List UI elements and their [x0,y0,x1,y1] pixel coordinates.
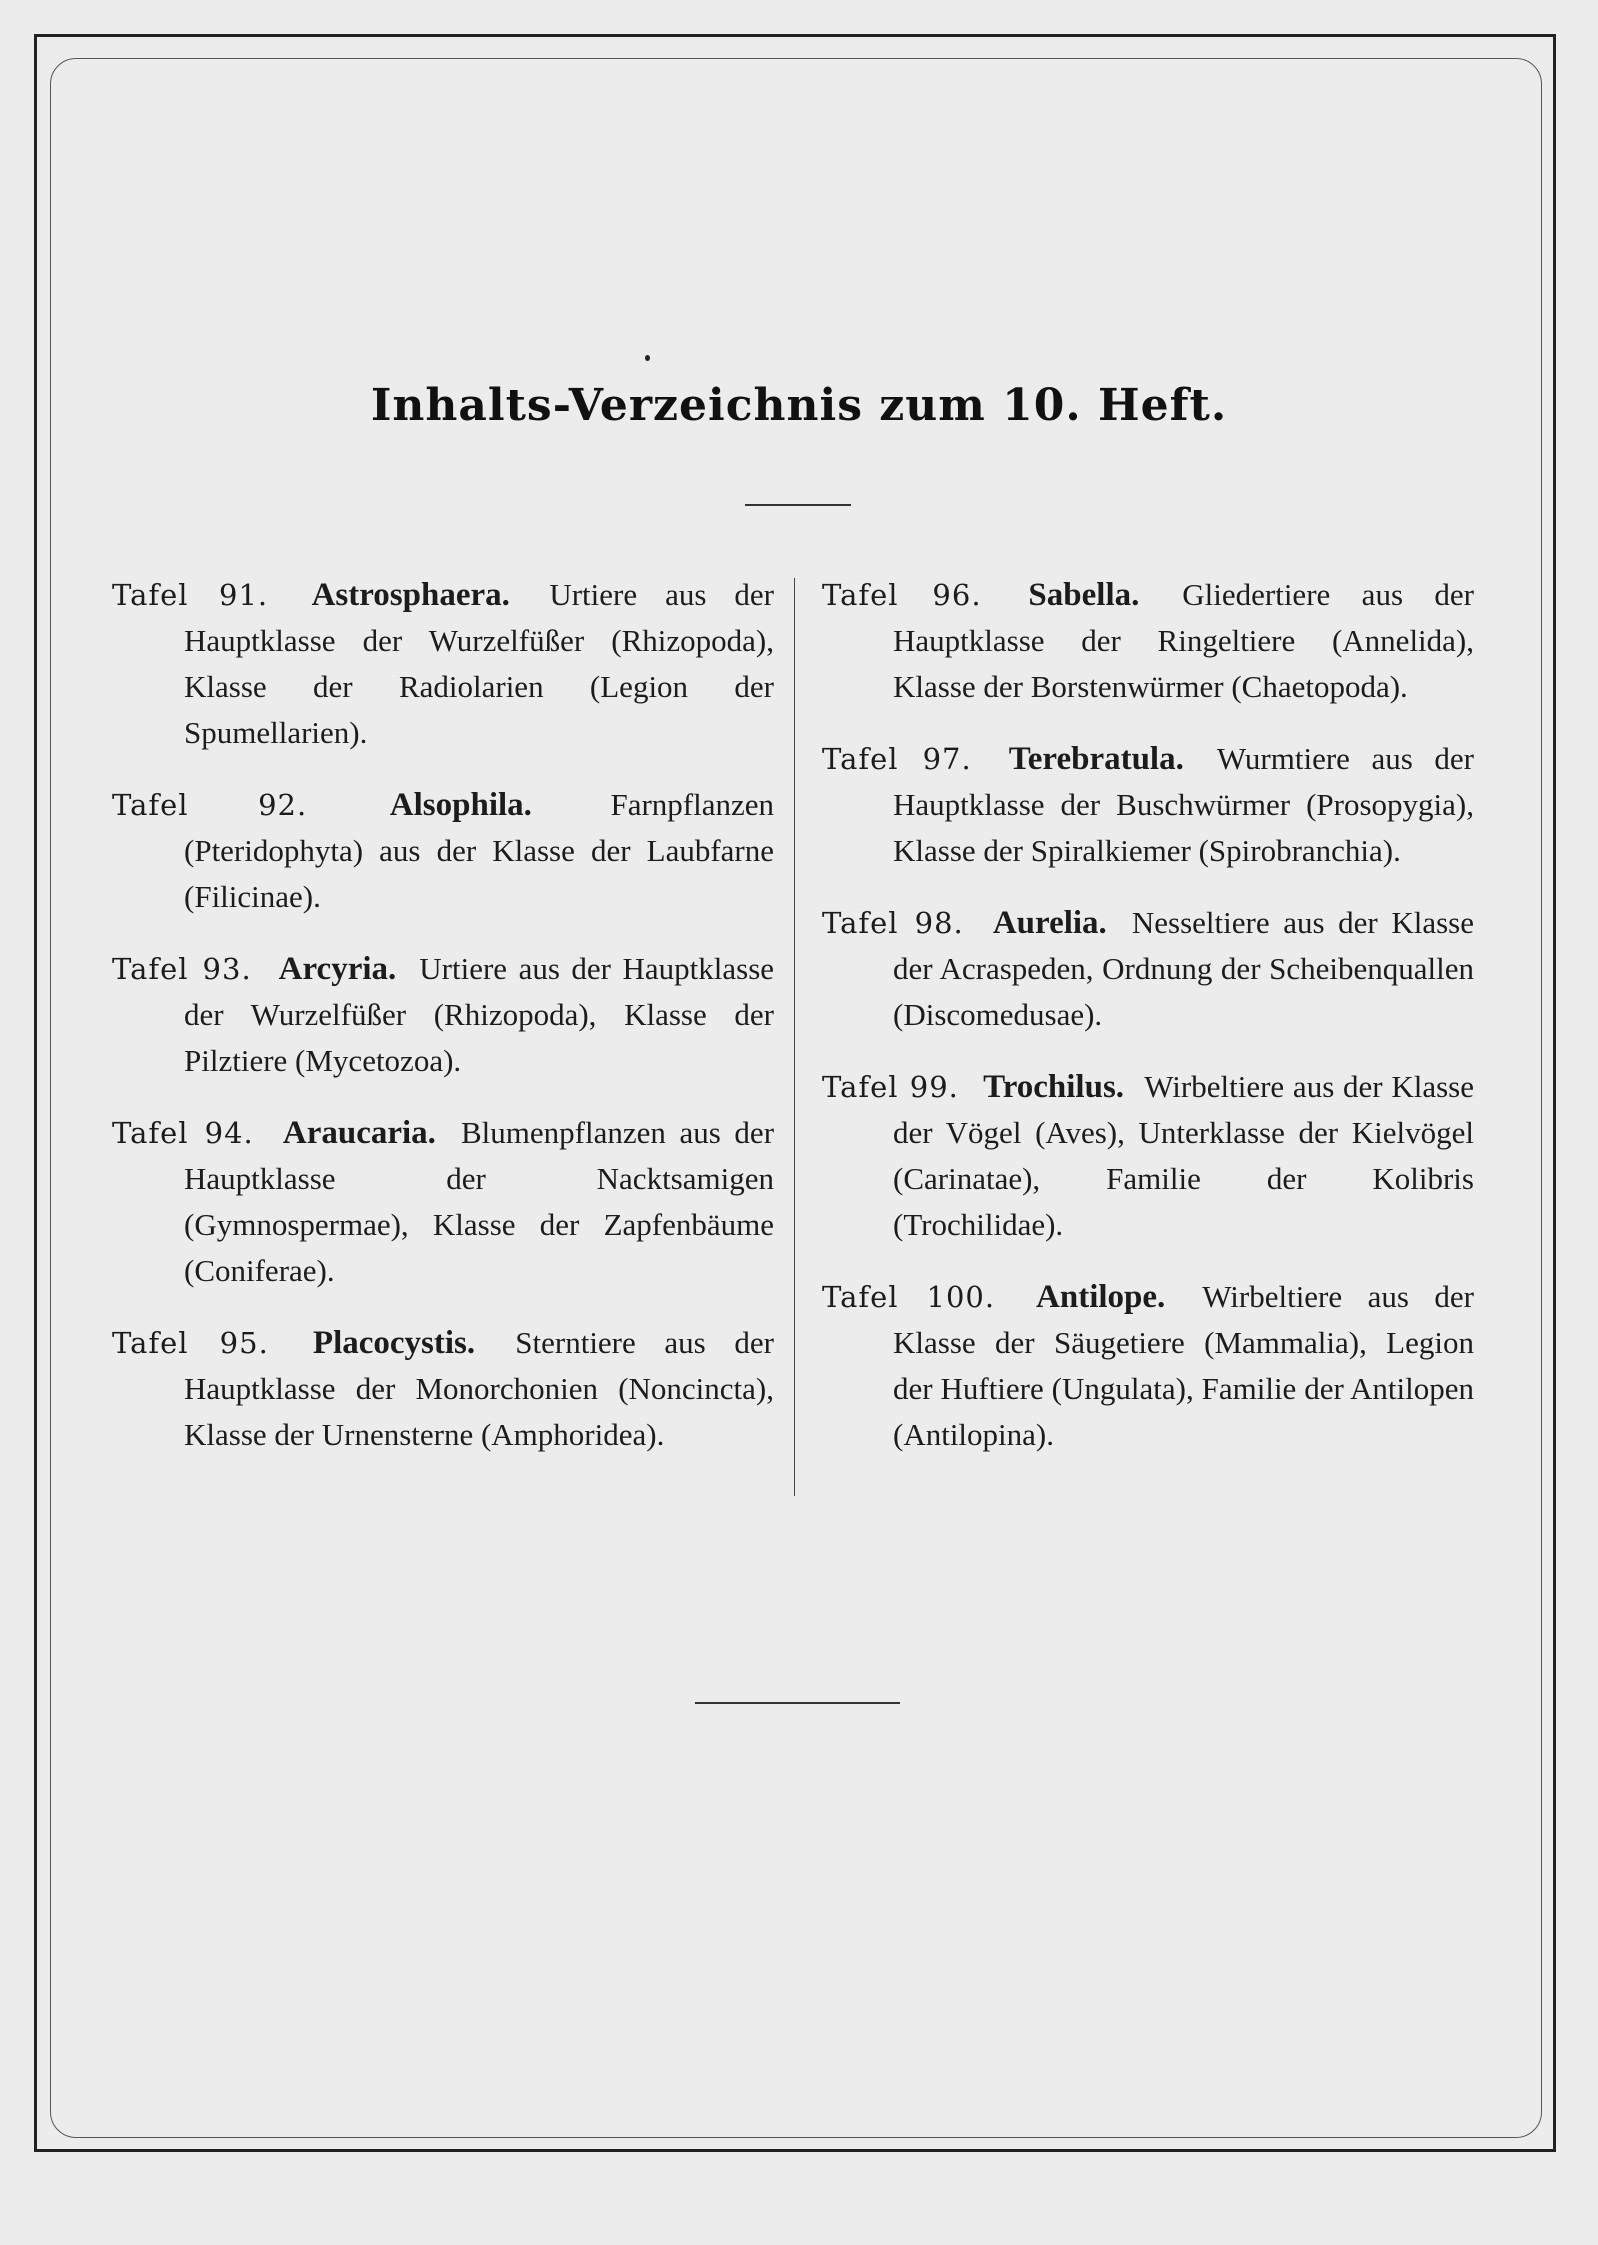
plate-description: Blumenpflanzen aus der Hauptklasse der Nacktsamigen (Gymnospermae), Klasse der Zapfenbäume (Coniferae). [184,1115,775,1288]
genus-name: Placocystis. [312,1325,476,1361]
plate-entry [822,1274,1474,1458]
genus-name: Sabella. [1028,577,1140,613]
plate-entry [112,1320,774,1458]
plate-entry [112,572,774,756]
plate-description: Urtiere aus der Hauptklasse der Wurzelfüßer (Rhizopoda), Klasse der Pilztiere (Mycetozoa). [184,951,775,1078]
plate-label: Tafel 97. [822,742,972,776]
plate-entry [822,736,1474,874]
plate-description: Nesseltiere aus der Klasse der Acraspeden, Ordnung der Scheibenquallen (Discomedusae). [893,905,1474,1032]
left-column [112,572,774,1484]
title-rule [745,504,851,506]
genus-name: Aurelia. [992,905,1107,941]
genus-name: Trochilus. [983,1069,1125,1105]
plate-label: Tafel 95. [112,1326,269,1360]
page-title: Inhalts-Verzeichnis zum 10. Heft. [370,380,1228,431]
plate-label: Tafel 92. [112,788,308,822]
plate-label: Tafel 96. [822,578,982,612]
plate-description: Farnpflanzen (Pteridophyta) aus der Klasse der Laubfarne (Filicinae). [184,787,774,914]
plate-description: Wirbeltiere aus der Klasse der Vögel (Aves), Unterklasse der Kielvögel (Carinatae), Familie der Kolibris (Trochilidae). [893,1069,1475,1242]
plate-entry [822,1064,1474,1248]
plate-label: Tafel 93. [112,952,252,986]
genus-name: Antilope. [1036,1279,1166,1315]
plate-description: Sterntiere aus der Hauptklasse der Monorchonien (Noncincta), Klasse der Urnensterne (Amphoridea). [184,1325,774,1452]
plate-label: Tafel 98. [822,906,964,940]
plate-description: Gliedertiere aus der Hauptklasse der Ringeltiere (Annelida), Klasse der Borstenwürmer (Chaetopoda). [893,577,1474,704]
genus-name: Araucaria. [282,1115,436,1151]
plate-label: Tafel 99. [822,1070,959,1104]
plate-label: Tafel 100. [822,1280,996,1314]
genus-name: Alsophila. [389,787,532,823]
genus-name: Arcyria. [278,951,397,987]
right-column [822,572,1474,1484]
plate-entry [112,946,774,1084]
column-divider [794,578,795,1496]
genus-name: Astrosphaera. [311,577,510,613]
genus-name: Terebratula. [1008,741,1184,777]
plate-description: Urtiere aus der Hauptklasse der Wurzelfüßer (Rhizopoda), Klasse der Radiolarien (Legion der Spumellarien). [184,577,774,750]
ornament-dot [645,355,650,361]
plate-label: Tafel 94. [112,1116,254,1150]
plate-description: Wurmtiere aus der Hauptklasse der Buschwürmer (Prosopygia), Klasse der Spiralkiemer (Spirobranchia). [893,741,1474,868]
closing-rule [695,1702,900,1704]
plate-label: Tafel 91. [112,578,269,612]
plate-entry [822,572,1474,710]
plate-entry [822,900,1474,1038]
plate-entry [112,782,774,920]
plate-entry [112,1110,774,1294]
plate-description: Wirbeltiere aus der Klasse der Säugetiere (Mammalia), Legion der Huftiere (Ungulata), Familie der Antilopen (Antilopina). [893,1279,1475,1452]
